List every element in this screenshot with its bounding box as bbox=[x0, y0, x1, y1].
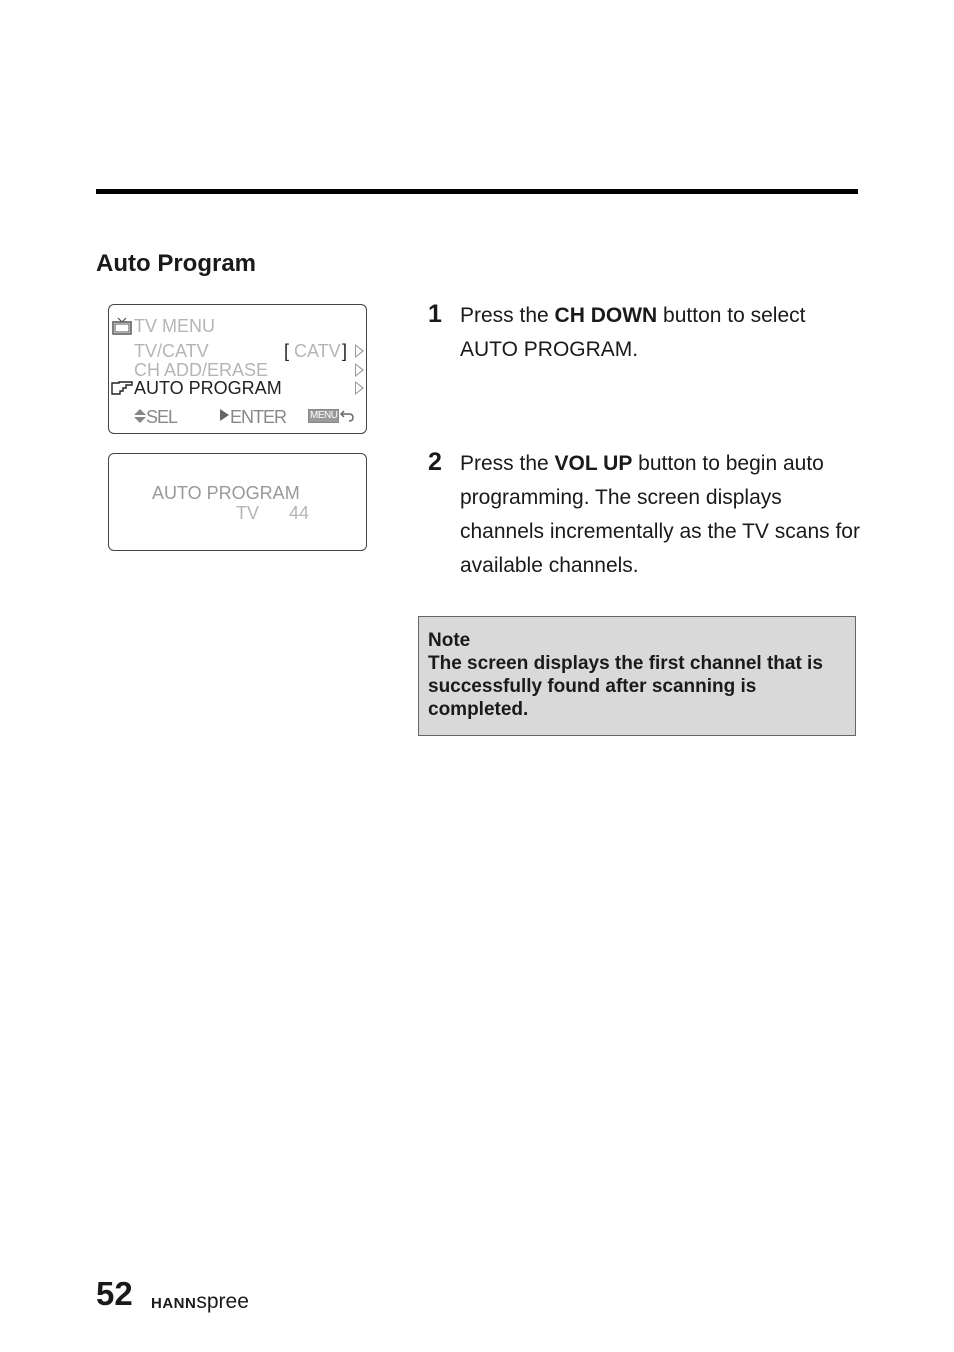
up-down-icon bbox=[134, 409, 146, 423]
osd-menu-illustration bbox=[108, 304, 367, 434]
osd-sel-label: SEL bbox=[146, 407, 178, 427]
return-arrow-icon bbox=[340, 408, 354, 422]
step-2-key: VOL UP bbox=[554, 452, 633, 475]
hand-pointer-icon bbox=[110, 378, 134, 396]
step-1-text bbox=[460, 299, 860, 367]
brand-logo bbox=[151, 1290, 249, 1314]
osd-scan-label: TV bbox=[236, 503, 260, 523]
step-1-post: button to select AUTO PROGRAM. bbox=[460, 304, 806, 361]
step-2-pre: Press the bbox=[460, 452, 555, 475]
osd-bracket-left: [ bbox=[284, 341, 290, 361]
right-triangle-inner bbox=[356, 365, 362, 375]
osd-scan-channel: 44 bbox=[289, 503, 310, 523]
step-2-post: button to begin auto programming. The screen displays channels incrementally as the TV scans for available channels. bbox=[460, 452, 860, 577]
brand-bold: HANN bbox=[151, 1295, 197, 1312]
section-title: Auto Program bbox=[96, 250, 257, 277]
osd-row-auto-program: AUTO PROGRAM bbox=[134, 378, 282, 398]
note-box bbox=[418, 616, 856, 736]
step-1-pre: Press the bbox=[460, 304, 555, 327]
osd-row-tvcatv-label: TV/CATV bbox=[134, 341, 209, 361]
right-arrow-icon bbox=[220, 409, 229, 421]
osd-row-add-erase: CH ADD/ERASE bbox=[134, 360, 269, 380]
step-2-number: 2 bbox=[428, 448, 442, 476]
note-body: The screen displays the first channel that is successfully found after scanning is completed. bbox=[428, 653, 823, 720]
osd-enter-label: ENTER bbox=[230, 407, 287, 427]
step-1-number: 1 bbox=[428, 300, 442, 328]
tv-icon bbox=[111, 317, 133, 335]
osd-scan-illustration bbox=[108, 453, 367, 551]
osd-scan-title: AUTO PROGRAM bbox=[152, 483, 300, 503]
note-heading: Note bbox=[428, 630, 471, 651]
top-rule bbox=[96, 189, 858, 194]
osd-menu-title: TV MENU bbox=[134, 316, 215, 336]
brand-regular: spree bbox=[196, 1290, 249, 1313]
osd-bracket-right: ] bbox=[342, 341, 348, 361]
right-triangle-inner bbox=[356, 346, 362, 356]
step-1-key: CH DOWN bbox=[554, 304, 658, 327]
right-triangle-inner bbox=[356, 383, 362, 393]
step-2-text bbox=[460, 447, 860, 583]
page-number: 52 bbox=[96, 1275, 133, 1312]
osd-menu-key: MENU bbox=[310, 410, 338, 421]
osd-row-tvcatv-value: CATV bbox=[294, 341, 341, 361]
